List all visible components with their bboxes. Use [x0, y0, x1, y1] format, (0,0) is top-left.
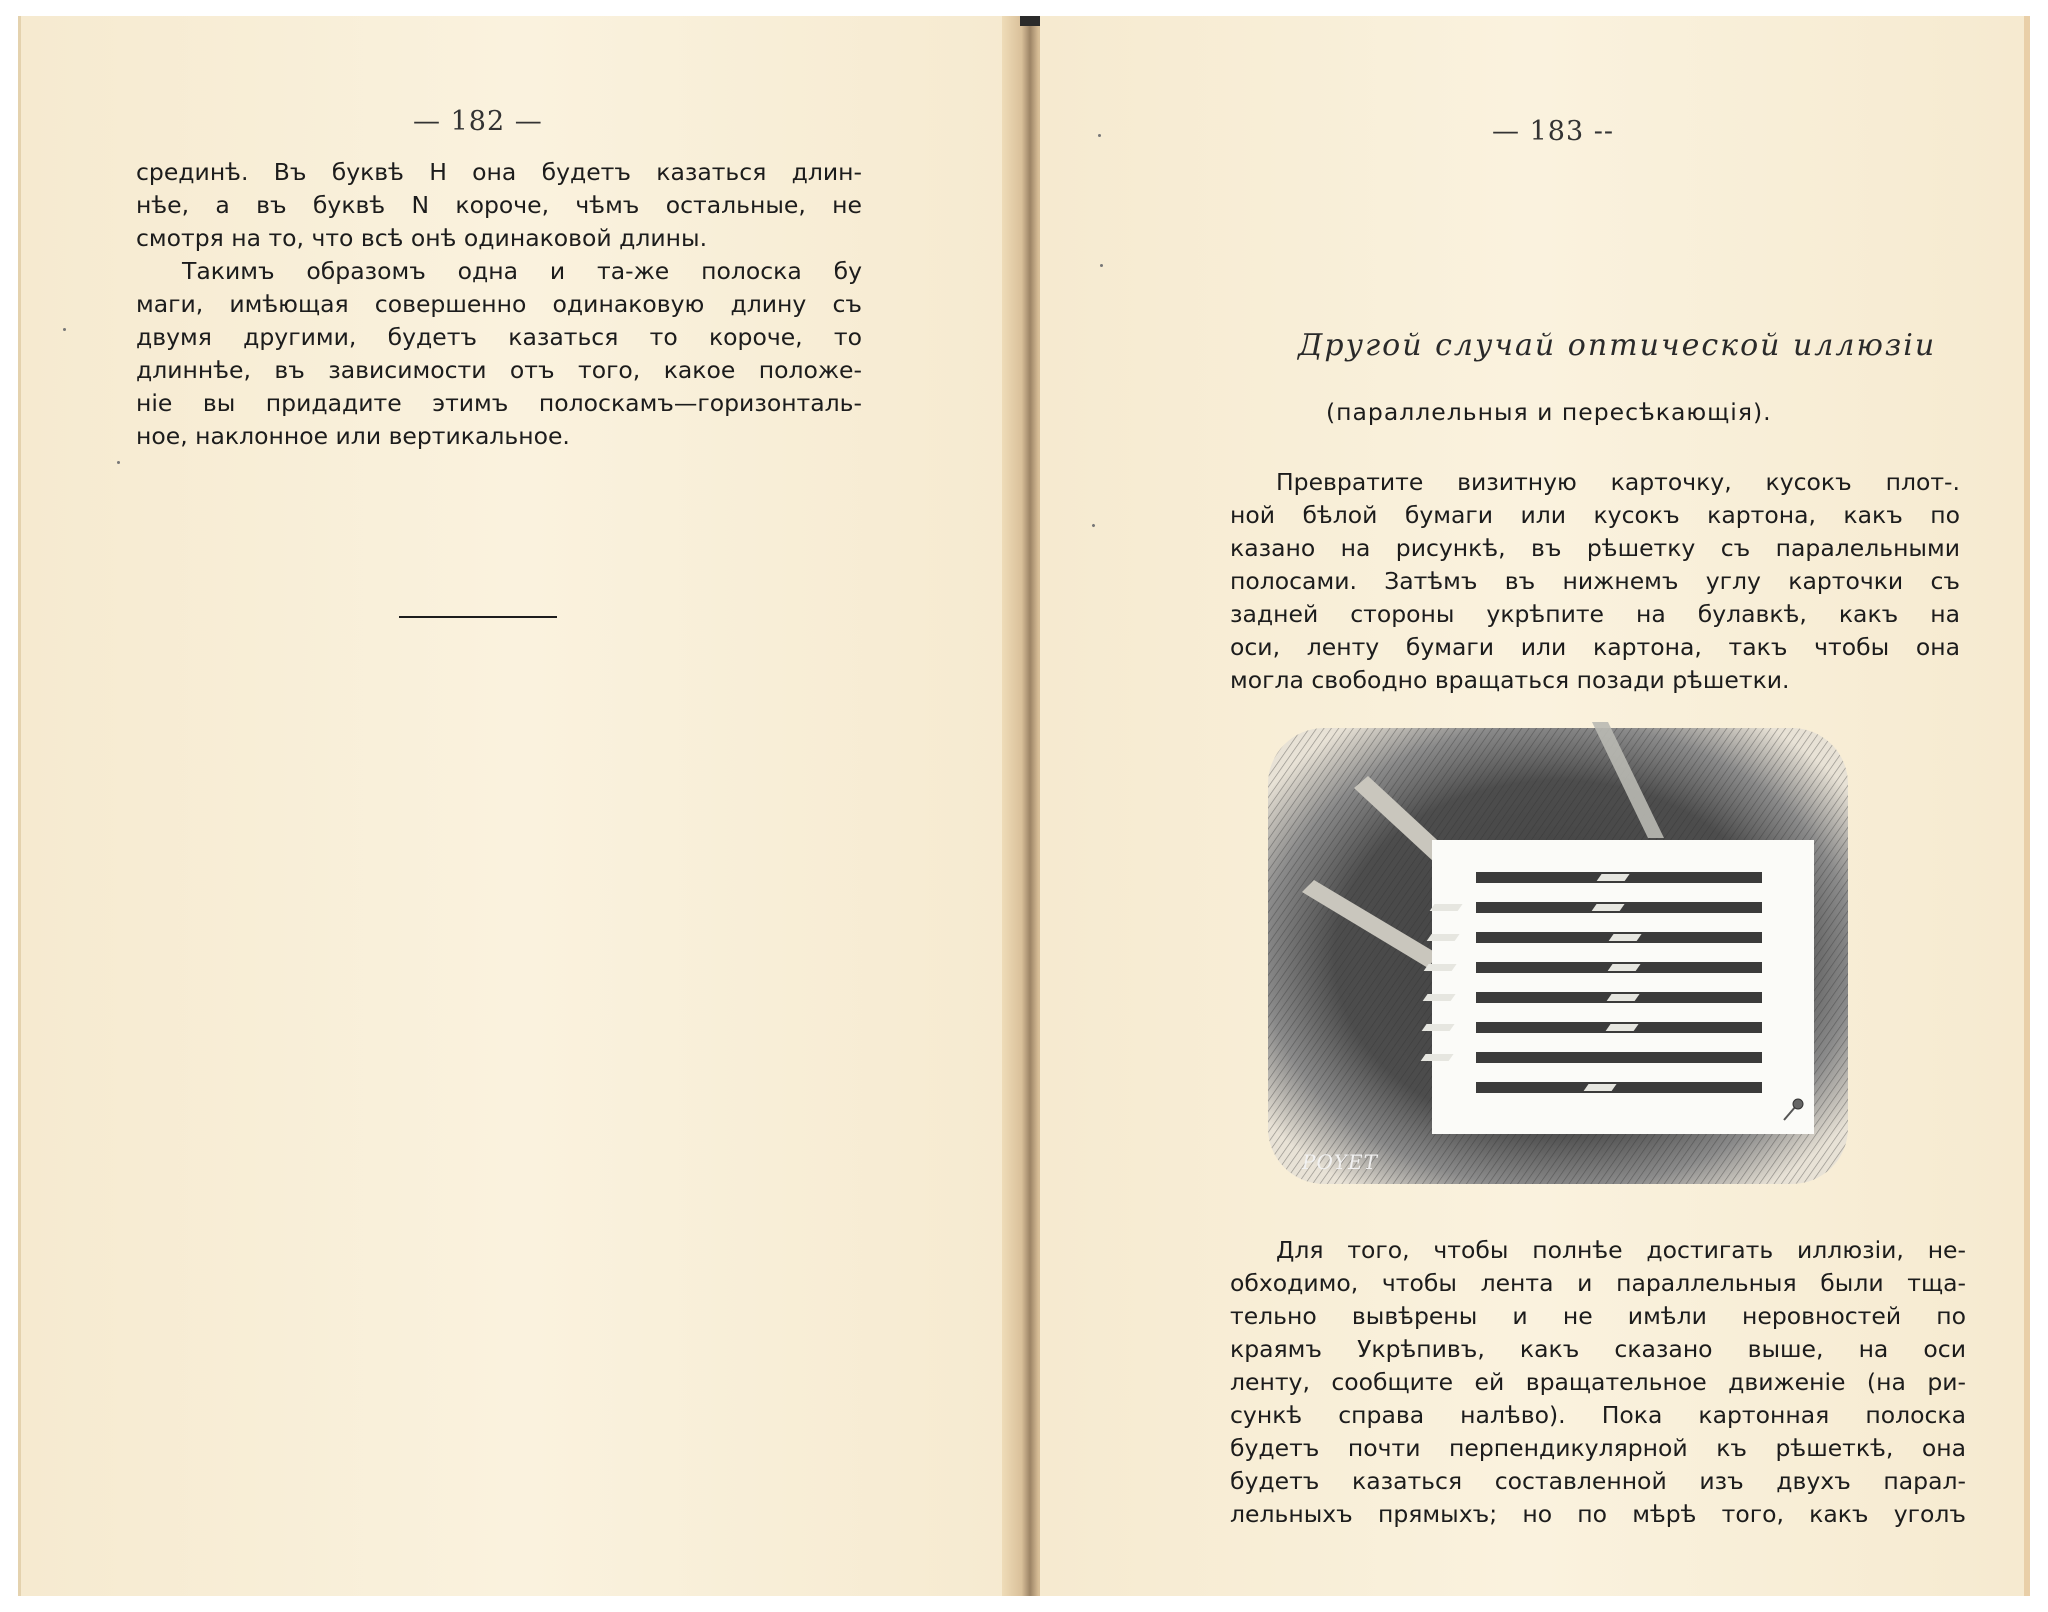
text-line: оси, ленту бумаги или картона, такъ чтобы она — [1230, 633, 1960, 661]
text-line: краямъ Укрѣпивъ, какъ сказано выше, на оси — [1230, 1335, 1966, 1363]
engraving-svg — [1262, 722, 1854, 1190]
strip-segment — [1606, 1024, 1639, 1031]
text-line: сункѣ справа налѣво). Пока картонная полоска — [1230, 1401, 1966, 1429]
text-line: ленту, сообщите ей вращательное движеніе (на ри- — [1230, 1368, 1966, 1396]
text-line: обходимо, чтобы лента и параллельныя были тща- — [1230, 1269, 1966, 1297]
text-line: срединѣ. Въ буквѣ Н она будетъ казаться длин- — [136, 158, 862, 186]
strip-segment — [1597, 874, 1630, 881]
strip-segment — [1427, 934, 1460, 941]
text-line: полосами. Затѣмъ въ нижнемъ углу карточки съ — [1230, 567, 1960, 595]
strip-segment — [1609, 934, 1642, 941]
left-page — [18, 16, 1020, 1596]
page-number-183: — 183 -- — [1492, 116, 1614, 147]
strip-segment — [1422, 1024, 1455, 1031]
text-line: смотря на то, что всѣ онѣ одинаковой длины. — [136, 224, 708, 252]
text-line: двумя другими, будетъ казаться то короче, то — [136, 323, 862, 351]
text-line: Превратите визитную карточку, кусокъ плот-. — [1276, 468, 1960, 496]
text-line: ное, наклонное или вертикальное. — [136, 422, 570, 450]
text-line: могла свободно вращаться позади рѣшетки. — [1230, 666, 1790, 694]
strip-segment — [1608, 964, 1641, 971]
text-line: лельныхъ прямыхъ; но по мѣрѣ того, какъ уголъ — [1230, 1500, 1966, 1528]
section-heading: Другой случай оптической иллюзіи — [1298, 328, 1937, 363]
strip-segment — [1430, 904, 1463, 911]
grating-bar — [1476, 1052, 1762, 1063]
text-line: задней стороны укрѣпите на булавкѣ, какъ на — [1230, 600, 1960, 628]
page-number-182: — 182 — — [413, 106, 543, 137]
text-line: казано на рисункѣ, въ рѣшетку съ паралельными — [1230, 534, 1960, 562]
paper-speck — [1098, 134, 1101, 137]
left-page-text — [136, 156, 862, 453]
text-line: будетъ почти перпендикулярной къ рѣшеткѣ, она — [1230, 1434, 1966, 1462]
text-line: Такимъ образомъ одна и та-же полоска бу — [182, 257, 862, 285]
book-spine-top — [1020, 16, 1040, 26]
pin-head-icon — [1793, 1099, 1803, 1109]
grating-bar — [1476, 1082, 1762, 1093]
right-page-paragraph-2 — [1230, 1234, 1966, 1531]
text-line: маги, имѣющая совершенно одинаковую длину съ — [136, 290, 862, 318]
text-line: ной бѣлой бумаги или кусокъ картона, какъ по — [1230, 501, 1960, 529]
paper-speck — [63, 328, 66, 331]
paper-speck — [1091, 523, 1095, 527]
engraver-signature: POYET — [1302, 1150, 1378, 1174]
text-line: Для того, чтобы полнѣе достигать иллюзіи, не- — [1276, 1236, 1966, 1264]
text-line: будетъ казаться составленной изъ двухъ парал- — [1230, 1467, 1966, 1495]
strip-segment — [1607, 994, 1640, 1001]
strip-segment — [1584, 1084, 1617, 1091]
section-rule — [399, 616, 557, 618]
paper-speck — [1100, 264, 1103, 267]
text-line: тельно вывѣрены и не имѣли неровностей по — [1230, 1302, 1966, 1330]
strip-segment — [1423, 994, 1456, 1001]
text-line: ніе вы придадите этимъ полоскамъ—горизонталь- — [136, 389, 862, 417]
grating-illustration — [1262, 722, 1854, 1190]
strip-segment — [1421, 1054, 1454, 1061]
paper-speck — [117, 461, 120, 464]
section-subheading: (параллельныя и пересѣкающія). — [1326, 398, 1772, 426]
text-line: нѣе, а въ буквѣ N короче, чѣмъ остальные, не — [136, 191, 862, 219]
text-line: длиннѣе, въ зависимости отъ того, какое положе- — [136, 356, 862, 384]
strip-segment — [1424, 964, 1457, 971]
strip-segment — [1592, 904, 1625, 911]
right-page-paragraph-1 — [1230, 466, 1960, 697]
